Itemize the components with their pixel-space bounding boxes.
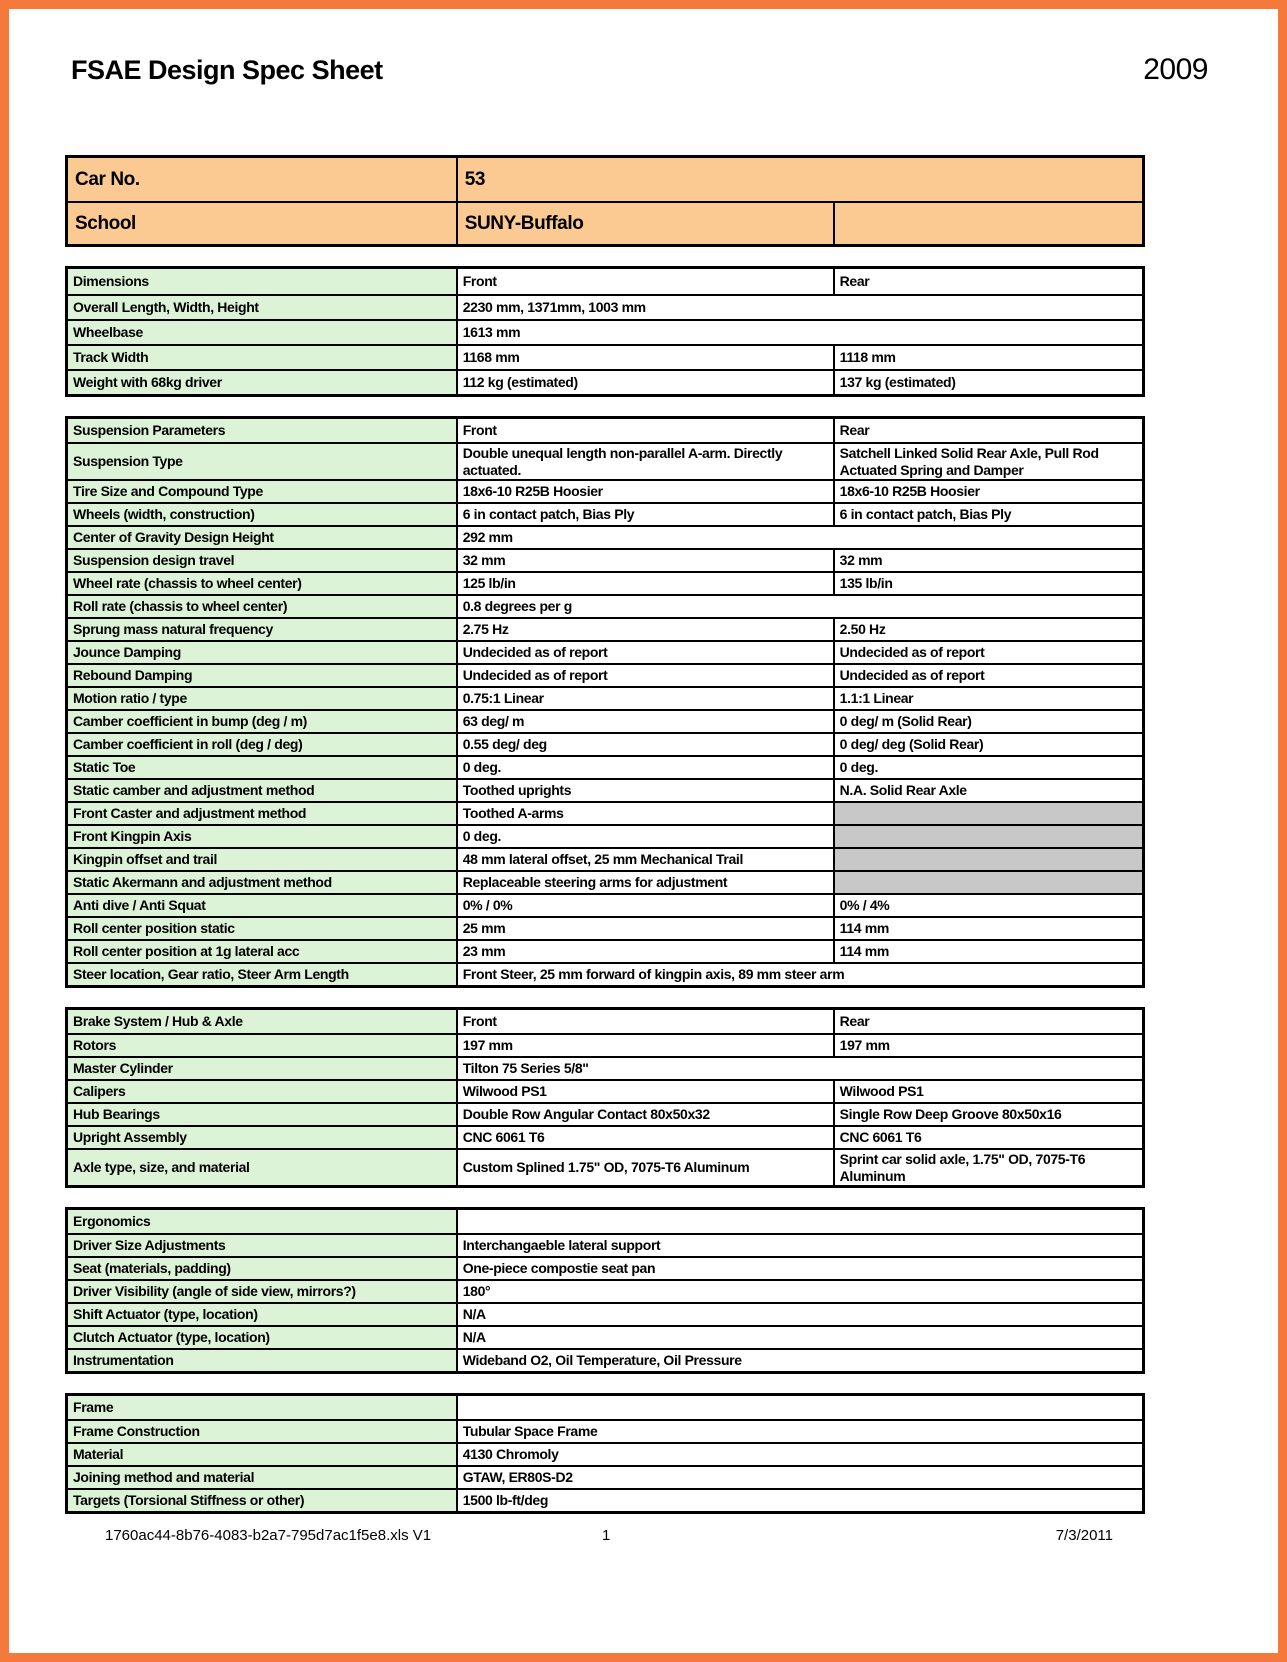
row-label: Center of Gravity Design Height xyxy=(68,527,456,548)
table-row xyxy=(68,442,1142,479)
cell-rear: 114 mm xyxy=(833,941,1142,962)
row-label: Track Width xyxy=(68,346,456,369)
section-title: Dimensions xyxy=(68,269,456,294)
cell-rear: 114 mm xyxy=(833,918,1142,939)
cell-front: 125 lb/in xyxy=(456,573,833,594)
cell-front: 0.75:1 Linear xyxy=(456,688,833,709)
cell-value: Front Steer, 25 mm forward of kingpin axis, 89 mm steer arm xyxy=(456,964,1142,985)
row-label: Joining method and material xyxy=(68,1467,456,1488)
cell-front: 0% / 0% xyxy=(456,895,833,916)
row-label: Wheels (width, construction) xyxy=(68,504,456,525)
table-header-row xyxy=(68,1396,1142,1419)
row-label: Wheelbase xyxy=(68,321,456,344)
table-row xyxy=(68,755,1142,778)
cell-front: Undecided as of report xyxy=(456,665,833,686)
table-row xyxy=(68,1033,1142,1056)
cell-front: 18x6-10 R25B Hoosier xyxy=(456,481,833,502)
spec-tables xyxy=(65,266,1145,1514)
cell-rear: Single Row Deep Groove 80x50x16 xyxy=(833,1104,1142,1125)
cell-value: Wideband O2, Oil Temperature, Oil Pressure xyxy=(456,1350,1142,1371)
row-label: Targets (Torsional Stiffness or other) xyxy=(68,1490,456,1511)
cell-value: 1500 lb-ft/deg xyxy=(456,1490,1142,1511)
cell-rear: 6 in contact patch, Bias Ply xyxy=(833,504,1142,525)
page-footer xyxy=(65,1527,1145,1549)
footer-page-number: 1 xyxy=(602,1527,611,1545)
cell-value: Interchangaeble lateral support xyxy=(456,1235,1142,1256)
cell-rear: 18x6-10 R25B Hoosier xyxy=(833,481,1142,502)
row-label: Static Toe xyxy=(68,757,456,778)
table-row xyxy=(68,1442,1142,1465)
school-value: SUNY-Buffalo xyxy=(456,203,833,244)
cell-value: 0.8 degrees per g xyxy=(456,596,1142,617)
row-label: Roll center position static xyxy=(68,918,456,939)
table-header-row xyxy=(68,419,1142,442)
row-label: Axle type, size, and material xyxy=(68,1150,456,1185)
row-label: Roll rate (chassis to wheel center) xyxy=(68,596,456,617)
table-header-row xyxy=(68,269,1142,294)
cell-front: Custom Splined 1.75" OD, 7075-T6 Aluminum xyxy=(456,1150,833,1185)
table-row xyxy=(68,1148,1142,1185)
table-row xyxy=(68,778,1142,801)
cell-value: N/A xyxy=(456,1327,1142,1348)
cell-front: Undecided as of report xyxy=(456,642,833,663)
cell-front: 1168 mm xyxy=(456,346,833,369)
cell-value: 2230 mm, 1371mm, 1003 mm xyxy=(456,296,1142,319)
row-label: Camber coefficient in roll (deg / deg) xyxy=(68,734,456,755)
row-label: Anti dive / Anti Squat xyxy=(68,895,456,916)
sheet-content xyxy=(65,155,1145,1549)
table-header-row xyxy=(68,1210,1142,1233)
cell-front: 2.75 Hz xyxy=(456,619,833,640)
cell-rear: CNC 6061 T6 xyxy=(833,1127,1142,1148)
cell-front: Toothed A-arms xyxy=(456,803,833,824)
cell-front: Double Row Angular Contact 80x50x32 xyxy=(456,1104,833,1125)
row-label: Sprung mass natural frequency xyxy=(68,619,456,640)
table-row xyxy=(68,893,1142,916)
table-row xyxy=(68,1302,1142,1325)
school-row xyxy=(68,201,1142,244)
column-header-front: Front xyxy=(456,269,833,294)
header-empty-cell xyxy=(456,1396,1142,1419)
row-label: Steer location, Gear ratio, Steer Arm Length xyxy=(68,964,456,985)
table-row xyxy=(68,1465,1142,1488)
footer-date: 7/3/2011 xyxy=(1055,1527,1113,1545)
table-row xyxy=(68,962,1142,985)
row-label: Driver Visibility (angle of side view, mirrors?) xyxy=(68,1281,456,1302)
table-row xyxy=(68,1079,1142,1102)
table-row xyxy=(68,1348,1142,1371)
table-row xyxy=(68,1102,1142,1125)
car-no-value: 53 xyxy=(456,158,1142,201)
cell-front: 63 deg/ m xyxy=(456,711,833,732)
table-dimensions xyxy=(65,266,1145,397)
table-row xyxy=(68,369,1142,394)
column-header-rear: Rear xyxy=(833,419,1142,442)
row-label: Master Cylinder xyxy=(68,1058,456,1079)
cell-rear: 197 mm xyxy=(833,1035,1142,1056)
table-row xyxy=(68,525,1142,548)
cell-front: 112 kg (estimated) xyxy=(456,371,833,394)
table-row xyxy=(68,1233,1142,1256)
table-row xyxy=(68,732,1142,755)
cell-rear: Undecided as of report xyxy=(833,642,1142,663)
row-label: Seat (materials, padding) xyxy=(68,1258,456,1279)
cell-front: 197 mm xyxy=(456,1035,833,1056)
row-label: Rebound Damping xyxy=(68,665,456,686)
row-label: Shift Actuator (type, location) xyxy=(68,1304,456,1325)
table-row xyxy=(68,870,1142,893)
cell-rear: Undecided as of report xyxy=(833,665,1142,686)
table-row xyxy=(68,1256,1142,1279)
cell-rear xyxy=(833,849,1142,870)
year-label: 2009 xyxy=(1143,53,1208,86)
cell-rear: Satchell Linked Solid Rear Axle, Pull Rod Actuated Spring and Damper xyxy=(833,444,1142,479)
cell-rear: 32 mm xyxy=(833,550,1142,571)
row-label: Calipers xyxy=(68,1081,456,1102)
cell-value: 1613 mm xyxy=(456,321,1142,344)
table-row xyxy=(68,663,1142,686)
cell-rear: 137 kg (estimated) xyxy=(833,371,1142,394)
table-row xyxy=(68,1325,1142,1348)
table-row xyxy=(68,640,1142,663)
cell-front: Replaceable steering arms for adjustment xyxy=(456,872,833,893)
section-title: Brake System / Hub & Axle xyxy=(68,1010,456,1033)
cell-rear: 2.50 Hz xyxy=(833,619,1142,640)
cell-rear: 0 deg. xyxy=(833,757,1142,778)
cell-front: 32 mm xyxy=(456,550,833,571)
row-label: Kingpin offset and trail xyxy=(68,849,456,870)
table-row xyxy=(68,479,1142,502)
table-suspension-parameters xyxy=(65,416,1145,988)
cell-front: 0 deg. xyxy=(456,757,833,778)
table-row xyxy=(68,571,1142,594)
cell-rear: 0 deg/ m (Solid Rear) xyxy=(833,711,1142,732)
table-frame xyxy=(65,1393,1145,1514)
row-label: Weight with 68kg driver xyxy=(68,371,456,394)
footer-filename: 1760ac44-8b76-4083-b2a7-795d7ac1f5e8.xls V1 xyxy=(105,1527,432,1545)
table-row xyxy=(68,294,1142,319)
cell-value: Tilton 75 Series 5/8" xyxy=(456,1058,1142,1079)
cell-value: 180° xyxy=(456,1281,1142,1302)
section-title: Suspension Parameters xyxy=(68,419,456,442)
column-header-rear: Rear xyxy=(833,1010,1142,1033)
car-no-label: Car No. xyxy=(75,168,140,190)
row-label: Suspension design travel xyxy=(68,550,456,571)
cell-front: Toothed uprights xyxy=(456,780,833,801)
header-empty-cell xyxy=(456,1210,1142,1233)
table-row xyxy=(68,1125,1142,1148)
cell-rear: 0 deg/ deg (Solid Rear) xyxy=(833,734,1142,755)
table-row xyxy=(68,319,1142,344)
table-row xyxy=(68,548,1142,571)
table-row xyxy=(68,594,1142,617)
row-label: Static camber and adjustment method xyxy=(68,780,456,801)
cell-rear: Sprint car solid axle, 1.75" OD, 7075-T6 Aluminum xyxy=(833,1150,1142,1185)
table-ergonomics xyxy=(65,1207,1145,1374)
cell-front: 23 mm xyxy=(456,941,833,962)
table-row xyxy=(68,617,1142,640)
row-label: Tire Size and Compound Type xyxy=(68,481,456,502)
cell-rear: 1118 mm xyxy=(833,346,1142,369)
row-label: Static Akermann and adjustment method xyxy=(68,872,456,893)
cell-rear: 1.1:1 Linear xyxy=(833,688,1142,709)
car-no-row xyxy=(68,158,1142,201)
cell-value: Tubular Space Frame xyxy=(456,1421,1142,1442)
cell-rear: 0% / 4% xyxy=(833,895,1142,916)
row-label: Frame Construction xyxy=(68,1421,456,1442)
cell-front: 0 deg. xyxy=(456,826,833,847)
table-row xyxy=(68,1419,1142,1442)
cell-rear xyxy=(833,826,1142,847)
document-header xyxy=(9,9,1278,87)
school-extra-cell xyxy=(833,203,1142,244)
row-label: Jounce Damping xyxy=(68,642,456,663)
cell-value: 4130 Chromoly xyxy=(456,1444,1142,1465)
row-label: Material xyxy=(68,1444,456,1465)
cell-rear: Wilwood PS1 xyxy=(833,1081,1142,1102)
cell-value: N/A xyxy=(456,1304,1142,1325)
cell-front: 0.55 deg/ deg xyxy=(456,734,833,755)
table-row xyxy=(68,801,1142,824)
table-header-row xyxy=(68,1010,1142,1033)
table-row xyxy=(68,344,1142,369)
row-label: Upright Assembly xyxy=(68,1127,456,1148)
row-label: Clutch Actuator (type, location) xyxy=(68,1327,456,1348)
cell-front: 25 mm xyxy=(456,918,833,939)
table-row xyxy=(68,916,1142,939)
cell-front: Wilwood PS1 xyxy=(456,1081,833,1102)
table-row xyxy=(68,1488,1142,1511)
column-header-rear: Rear xyxy=(833,269,1142,294)
column-header-front: Front xyxy=(456,1010,833,1033)
row-label: Rotors xyxy=(68,1035,456,1056)
row-label: Wheel rate (chassis to wheel center) xyxy=(68,573,456,594)
column-header-front: Front xyxy=(456,419,833,442)
cell-front: 48 mm lateral offset, 25 mm Mechanical Trail xyxy=(456,849,833,870)
section-title: Frame xyxy=(68,1396,456,1419)
table-row xyxy=(68,1279,1142,1302)
row-label: Suspension Type xyxy=(68,444,456,479)
cell-rear: N.A. Solid Rear Axle xyxy=(833,780,1142,801)
section-title: Ergonomics xyxy=(68,1210,456,1233)
cell-rear: 135 lb/in xyxy=(833,573,1142,594)
cell-front: 6 in contact patch, Bias Ply xyxy=(456,504,833,525)
cell-front: Double unequal length non-parallel A-arm. Directly actuated. xyxy=(456,444,833,479)
row-label: Instrumentation xyxy=(68,1350,456,1371)
row-label: Motion ratio / type xyxy=(68,688,456,709)
table-row xyxy=(68,502,1142,525)
cell-front: CNC 6061 T6 xyxy=(456,1127,833,1148)
row-label: Roll center position at 1g lateral acc xyxy=(68,941,456,962)
car-info-table xyxy=(65,155,1145,247)
cell-rear xyxy=(833,872,1142,893)
row-label: Front Kingpin Axis xyxy=(68,826,456,847)
cell-value: GTAW, ER80S-D2 xyxy=(456,1467,1142,1488)
row-label: Camber coefficient in bump (deg / m) xyxy=(68,711,456,732)
cell-value: One-piece compostie seat pan xyxy=(456,1258,1142,1279)
cell-rear xyxy=(833,803,1142,824)
page-title: FSAE Design Spec Sheet xyxy=(71,55,383,85)
table-brake-system-hub-axle xyxy=(65,1007,1145,1188)
table-row xyxy=(68,847,1142,870)
table-row xyxy=(68,939,1142,962)
table-row xyxy=(68,709,1142,732)
table-row xyxy=(68,1056,1142,1079)
school-label: School xyxy=(75,212,136,234)
row-label: Hub Bearings xyxy=(68,1104,456,1125)
table-row xyxy=(68,686,1142,709)
row-label: Front Caster and adjustment method xyxy=(68,803,456,824)
table-row xyxy=(68,824,1142,847)
row-label: Driver Size Adjustments xyxy=(68,1235,456,1256)
row-label: Overall Length, Width, Height xyxy=(68,296,456,319)
cell-value: 292 mm xyxy=(456,527,1142,548)
